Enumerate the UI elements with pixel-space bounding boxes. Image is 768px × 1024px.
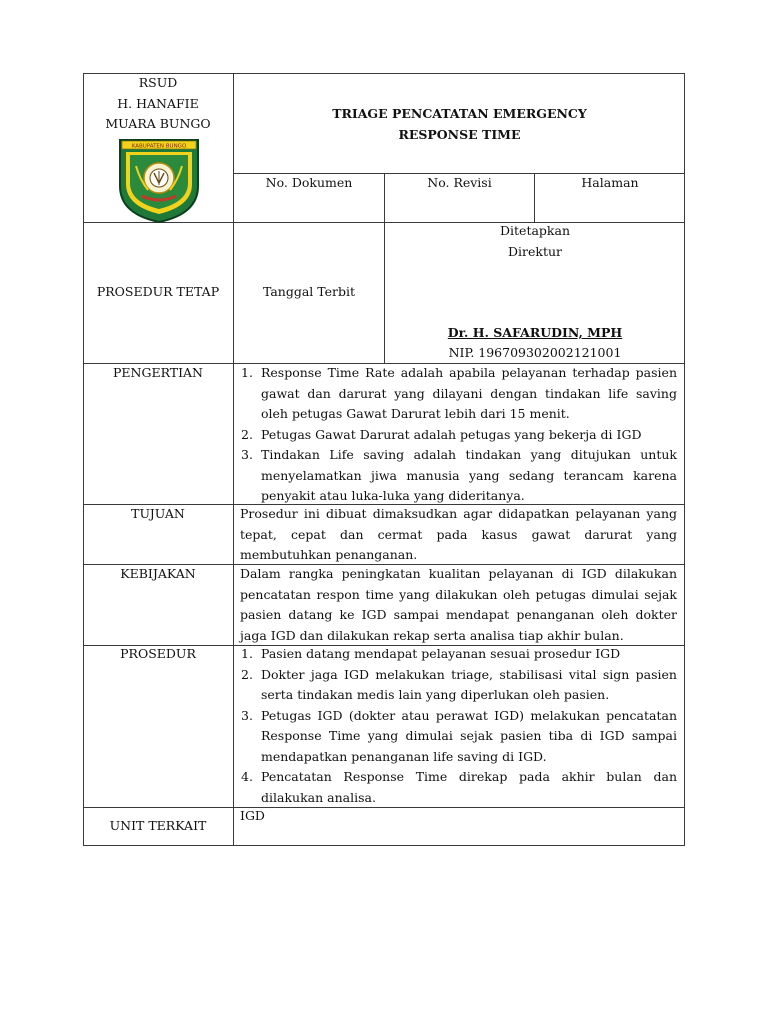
revision-number-label: No. Revisi — [427, 175, 492, 190]
bungo-regency-emblem-icon — [116, 136, 202, 224]
unit-terkait-label: UNIT TERKAIT — [109, 818, 207, 833]
page-label: Halaman — [581, 175, 639, 190]
title-line-2: RESPONSE TIME — [398, 126, 521, 142]
unit-terkait-text: IGD — [240, 808, 265, 823]
institution-line-3: MUARA BUNGO — [105, 116, 211, 131]
tujuan-text: Prosedur ini dibuat dimaksudkan agar didapatkan pelayanan yang tepat, cepat dan cermat pada kasus gawat darurat yang membutuhkan penanganan. — [240, 506, 677, 562]
institution-line-2: H. HANAFIE — [117, 95, 199, 111]
kebijakan-text: Dalam rangka peningkatan kualitan pelayanan di IGD dilakukan pencatatan respon time yang dilakukan oleh petugas dimulai sejak pasien datang ke IGD sampai mendapat penanganan oleh dokter jaga IGD dan dilakukan rekap serta analisa tiap akhir bulan. — [240, 566, 677, 643]
list-item: 3. Petugas IGD (dokter atau perawat IGD) melakukan pencatatan Response Time yang dimulai sejak pasien tiba di IGD sampai mendapatkan penanganan life saving di IGD. — [241, 707, 677, 764]
list-item: 2. Dokter jaga IGD melakukan triage, stabilisasi vital sign pasien serta tindakan medis lain yang diperlukan oleh pasien. — [241, 666, 677, 702]
approval-block — [385, 221, 685, 262]
title-line-1: TRIAGE PENCATATAN EMERGENCY — [332, 106, 587, 121]
list-item: 2. Petugas Gawat Darurat adalah petugas yang bekerja di IGD — [241, 426, 642, 442]
list-item: 4. Pencatatan Response Time direkap pada akhir bulan dan dilakukan analisa. — [241, 769, 677, 805]
tujuan-label: TUJUAN — [131, 506, 185, 521]
sop-document — [83, 73, 685, 846]
prosedur-list — [238, 644, 677, 808]
signatory-nip: NIP. 196709302002121001 — [448, 345, 622, 360]
institution-line-1: RSUD — [138, 75, 178, 90]
doc-number-label: No. Dokumen — [265, 175, 353, 190]
list-item: 1. Pasien datang mendapat pelayanan sesuai prosedur IGD — [241, 646, 621, 661]
issue-date-label: Tanggal Terbit — [262, 284, 356, 299]
kebijakan-label: KEBIJAKAN — [120, 566, 196, 581]
list-item: 1. Response Time Rate adalah apabila pelayanan terhadap pasien gawat dan darurat yang dilayani dengan tindakan life saving oleh petugas Gawat Darurat lebih dari 15 menit. — [241, 365, 677, 421]
emblem-banner-text: KABUPATEN BUNGO — [131, 143, 187, 150]
institution-name — [83, 73, 233, 135]
pengertian-list — [238, 363, 677, 507]
signatory-name: Dr. H. SAFARUDIN, MPH — [447, 325, 623, 340]
approval-line-2: Direktur — [507, 243, 563, 259]
procedure-type-label: PROSEDUR TETAP — [96, 284, 220, 299]
approval-line-1: Ditetapkan — [500, 223, 570, 238]
document-title — [234, 104, 685, 145]
prosedur-label: PROSEDUR — [120, 646, 196, 661]
list-item: 3. Tindakan Life saving adalah tindakan yang ditujukan untuk menyelamatkan jiwa manusia yang sedang terancam karena penyakit atau luka-luka yang dideritanya. — [241, 447, 677, 503]
pengertian-label: PENGERTIAN — [112, 365, 203, 380]
